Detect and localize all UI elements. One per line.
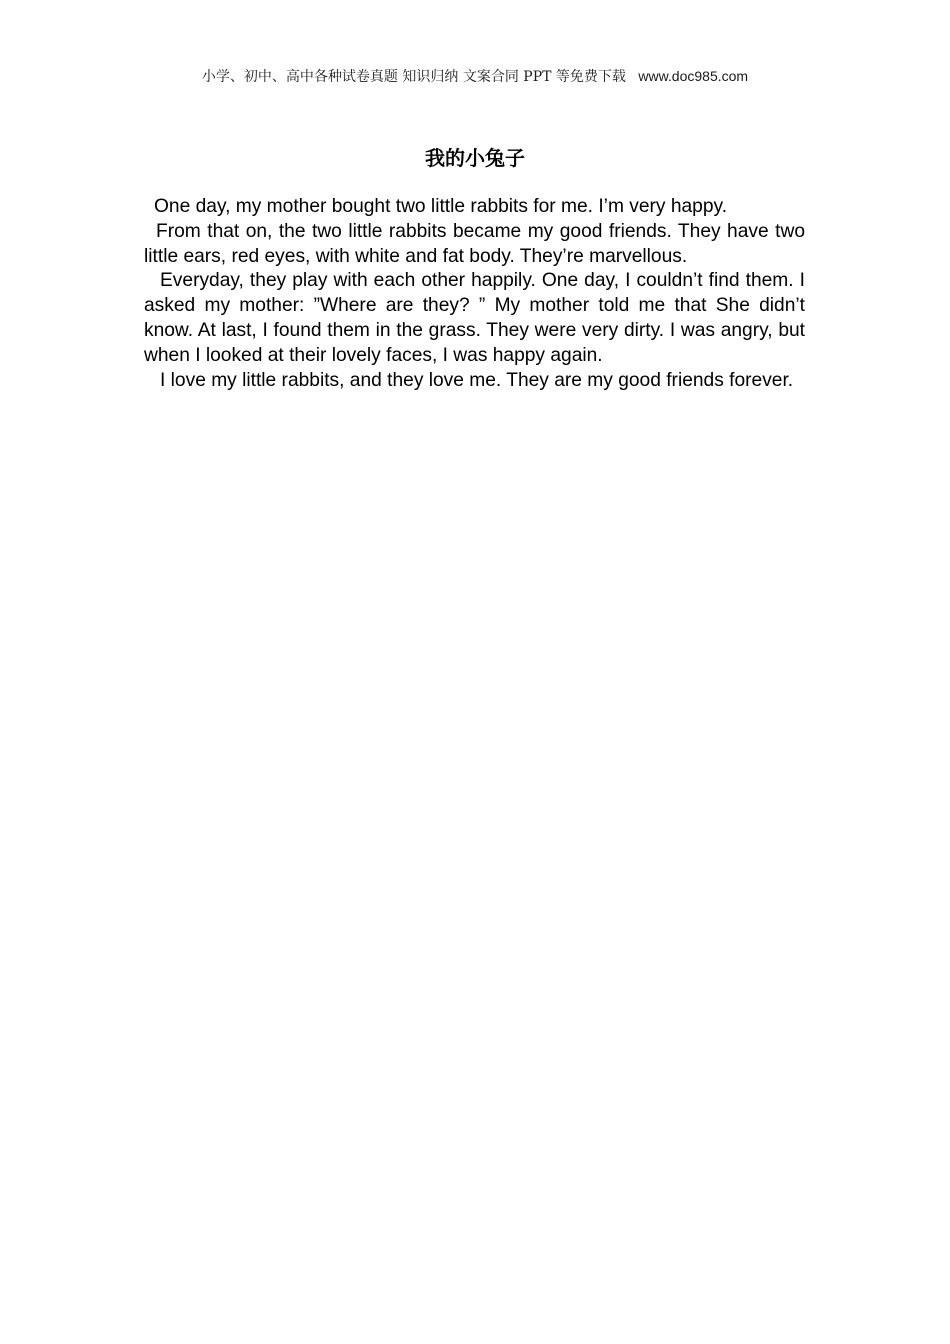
paragraph: From that on, the two little rabbits became my good friends. They have two little ears, red eyes, with white and fat body. They’re marvellous. — [144, 220, 805, 267]
paragraph: I love my little rabbits, and they love me. They are my good friends forever. — [160, 369, 794, 391]
header-text: 小学、初中、高中各种试卷真题 知识归纳 文案合同 PPT 等免费下载 — [201, 69, 626, 85]
document-title: 我的小兔子 — [425, 146, 525, 170]
document-body — [144, 195, 805, 393]
page-header — [0, 66, 950, 87]
header-url: www.doc985.com — [638, 68, 749, 84]
paragraph: Everyday, they play with each other happily. One day, I couldn’t find them. I asked my mother: ”Where are they? ” My mother told me that She didn’t know. At last, I found them in the grass. They were very dirty. I was angry, but when I looked at their lovely faces, I was happy again. — [144, 270, 805, 366]
paragraph: One day, my mother bought two little rabbits for me. I’m very happy. — [154, 196, 728, 217]
